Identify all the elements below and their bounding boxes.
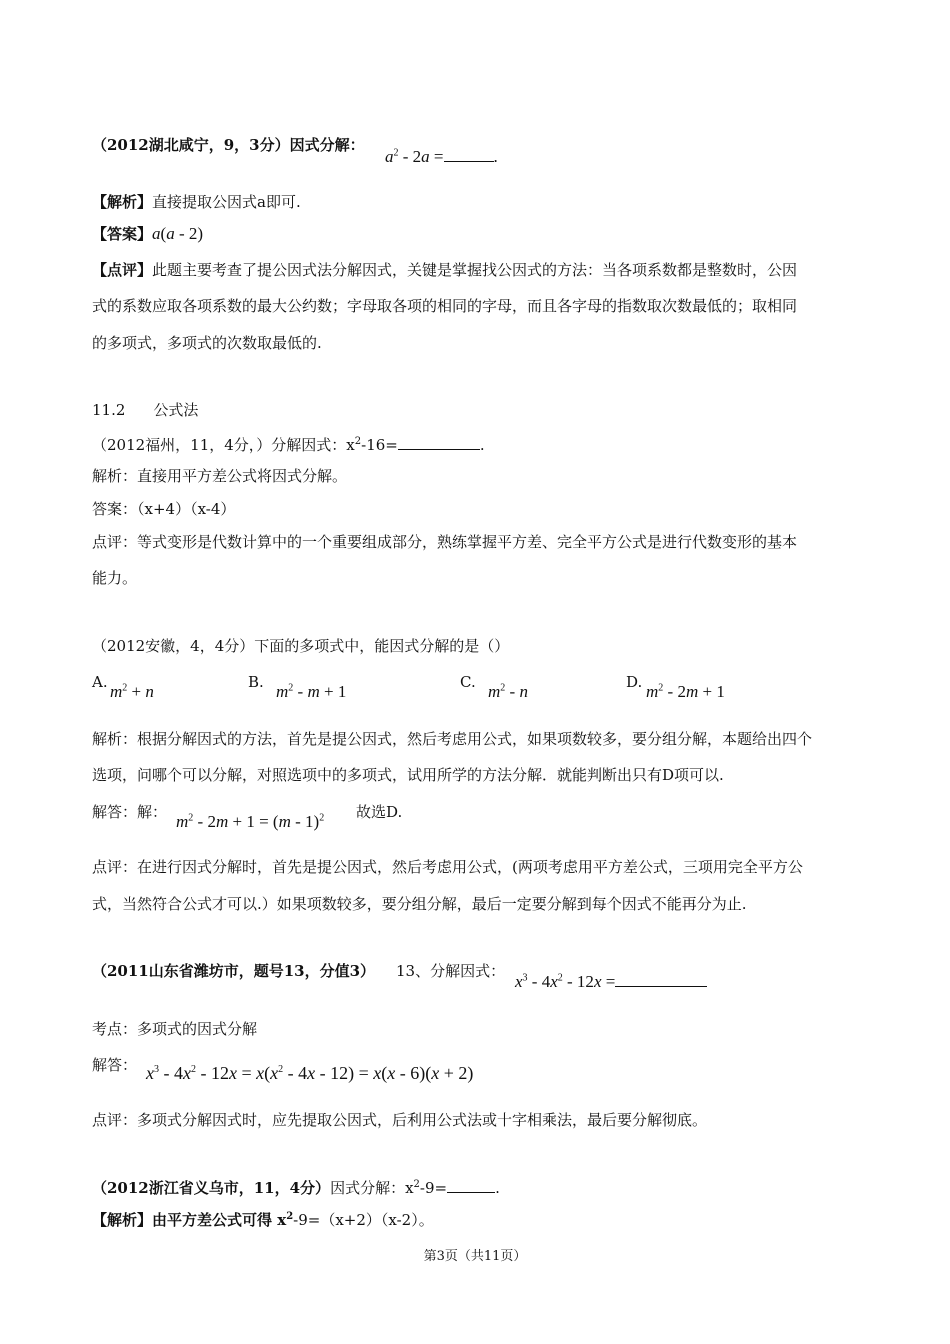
q3-comment-line2: 式，当然符合公式才可以.）如果项数较多，要分组分解，最后一定要分解到每个因式不能再分为止. — [92, 895, 747, 913]
section-number: 11.2 — [92, 401, 126, 419]
q5-analysis-sup: 2 — [286, 1211, 294, 1222]
q1-answer-expr: a(a - 2) — [152, 224, 204, 243]
section-title: 公式法 — [153, 401, 199, 419]
q5-analysis-a: 由平方差公式可得 x — [152, 1211, 287, 1229]
q1-tail: . — [493, 147, 498, 166]
q2-header — [92, 435, 485, 455]
q3-solution-tail: 故选D. — [356, 803, 403, 821]
q4-solution-expr: $x^3 - 4x^2 - 12x = x(x^2 - 4x - 12) = x(x - 6)(x + 2)$ — [146, 1063, 474, 1083]
q1-analysis — [92, 192, 301, 212]
q3-option-b-label: B. — [248, 673, 264, 691]
q5-header-source: （2012浙江省义乌市，11，4分） — [92, 1179, 331, 1197]
q1-answer-tag: 【答案】 — [92, 225, 153, 243]
q4-header-tail: 13、分解因式： — [396, 962, 506, 980]
q1-comment-line1 — [92, 260, 797, 280]
q3-header: （2012安徽，4，4分）下面的多项式中，能因式分解的是（） — [92, 637, 510, 655]
q1-comment-line3: 的多项式，多项式的次数取最低的. — [92, 334, 322, 352]
q4-expression: $x^3 - 4x^2 - 12x$ = — [515, 972, 707, 992]
q5-analysis — [92, 1210, 434, 1230]
q2-header-b: -16= — [361, 436, 398, 454]
q3-option-c-expr: $m^2$ - n — [488, 682, 528, 701]
q3-solution-expr: $m^2 - 2m + 1 = (m - 1)^2$ — [176, 812, 325, 831]
q5-header — [92, 1178, 500, 1198]
q3-option-d-expr: $m^2 - 2m + 1$ — [646, 682, 725, 701]
q4-solution-label: 解答： — [92, 1056, 138, 1074]
q1-analysis-text: 直接提取公因式a即可. — [152, 193, 301, 211]
q3-option-a-expr: $m^2 + n$ — [110, 682, 154, 701]
q2-tail: . — [479, 436, 485, 454]
q5-header-b: -9= — [419, 1179, 448, 1197]
q5-analysis-tag: 【解析】 — [92, 1211, 153, 1229]
section-heading — [92, 400, 198, 420]
q2-comment-line1: 点评：等式变形是代数计算中的一个重要组成部分，熟练掌握平方差、完全平方公式是进行代数变形的基本 — [92, 533, 798, 551]
q2-header-sup: 2 — [354, 436, 362, 447]
page-footer: 第3页（共11页） — [423, 1249, 527, 1264]
q3-option-b-expr: $m^2 - m + 1$ — [276, 682, 347, 701]
q5-tail: . — [495, 1179, 500, 1197]
q3-comment-line1: 点评：在进行因式分解时，首先是提公因式，然后考虑用公式，(两项考虑用平方差公式，三项用完全平方公 — [92, 858, 803, 876]
q1-comment-text1: 此题主要考查了提公因式法分解因式，关键是掌握找公因式的方法：当各项系数都是整数时，公因 — [152, 261, 798, 279]
q2-analysis: 解析：直接用平方差公式将因式分解。 — [92, 467, 348, 485]
q1-comment-tag: 【点评】 — [92, 261, 153, 279]
q4-header: （2011山东省潍坊市，题号13，分值3） — [92, 962, 376, 980]
q1-header: （2012湖北咸宁，9，3分）因式分解： — [92, 136, 365, 154]
q3-option-a-label: A. — [92, 673, 108, 691]
q3-analysis-line2: 选项，问哪个可以分解，对照选项中的多项式，试用所学的方法分解．就能判断出只有D项可以. — [92, 766, 724, 784]
q5-header-a: 因式分解：x — [330, 1179, 414, 1197]
q4-comment: 点评：多项式分解因式时，应先提取公因式，后利用公式法或十字相乘法，最后要分解彻底。 — [92, 1111, 708, 1129]
q1-answer — [92, 224, 203, 244]
q3-option-d-label: D. — [626, 673, 643, 691]
q5-analysis-b: -9=（x+2）（x-2）。 — [293, 1211, 434, 1229]
q3-option-c-label: C. — [460, 673, 476, 691]
q2-comment-line2: 能力。 — [92, 569, 138, 587]
q1-expression: $a^2 - 2a$ = . — [385, 147, 498, 166]
q4-point: 考点：多项式的因式分解 — [92, 1020, 258, 1038]
q3-analysis-line1: 解析：根据分解因式的方法，首先是提公因式，然后考虑用公式，如果项数较多，要分组分解，本题给出四个 — [92, 730, 813, 748]
q3-solution-label: 解答：解： — [92, 803, 168, 821]
q5-header-sup: 2 — [413, 1179, 420, 1190]
q2-header-a: （2012福州，11，4分，）分解因式：x — [92, 436, 355, 454]
q1-analysis-tag: 【解析】 — [92, 193, 153, 211]
q1-comment-line2: 式的系数应取各项系数的最大公约数；字母取各项的相同的字母，而且各字母的指数取次数最低的；取相同 — [92, 297, 798, 315]
q2-answer: 答案：（x+4）（x-4） — [92, 500, 236, 518]
